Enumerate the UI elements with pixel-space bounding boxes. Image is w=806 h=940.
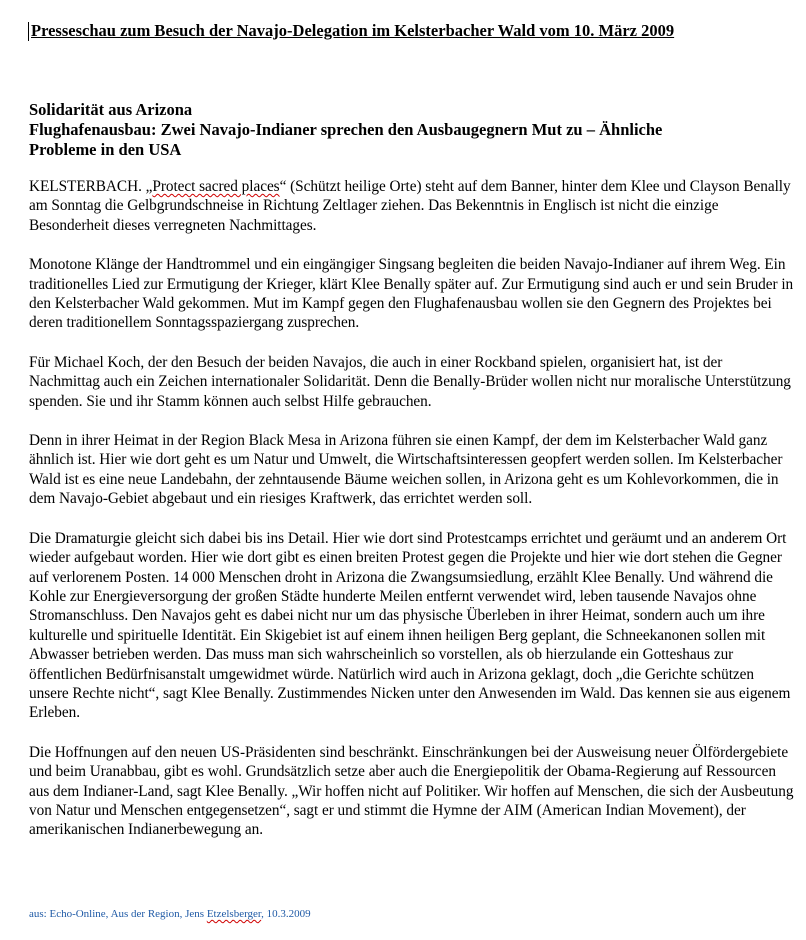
paragraph-6: Die Hoffnungen auf den neuen US-Präsidenten sind beschränkt. Einschränkungen bei der Ausweisung neuer Ölfördergebiete und beim Uranabbau, gibt es wohl. Grundsätzlich setze aber auch die Energiepolitik der Obama-Regierung auf Ressourcen aus dem Indianer-Land, sagt Klee Benally. „Wir hoffen nicht auf Politiker. Wir hoffen auf Menschen, die sich der Ausbeutung von Natur und Menschen entgegensetzen“, sagt er und stimmt die Hymne der AIM (American Indian Movement), der amerikanischen Indianerbewegung an. bbox=[29, 743, 794, 839]
document-heading: Presseschau zum Besuch der Navajo-Delegation im Kelsterbacher Wald vom 10. März 2009 bbox=[31, 21, 675, 40]
paragraph-1-start: KELSTERBACH. „ bbox=[29, 178, 153, 195]
paragraph-2: Monotone Klänge der Handtrommel und ein eingängiger Singsang begleiten die beiden Navajo-Indianer auf ihrem Weg. Ein traditionelles Lied zur Ermutigung der Krieger, klärt Klee Benally später auf. Zur Ermutigung sind auch er und sein Bruder in den Kelsterbacher Wald gekommen. Mut im Kampf gegen den Flughafenausbau wollen sie den Gegnern des Projektes bei deren traditionellem Sonntagsspaziergang zusprechen. bbox=[29, 256, 794, 332]
source-citation bbox=[29, 908, 311, 920]
paragraph-1-rest: “ (Schützt heilige Orte) steht auf dem Banner, hinter dem Klee und Clayson Benally am Sonntag die Gelbgrundschneise in Richtung Zeltlager ziehen. Das Bekenntnis in Englisch ist nicht die einzige Besonderheit dieses verregneten Nachmittages. bbox=[29, 178, 791, 234]
article-headline-block bbox=[29, 100, 789, 160]
article-subheadline-line-2: Probleme in den USA bbox=[29, 140, 182, 159]
paragraph-3: Für Michael Koch, der den Besuch der beiden Navajos, die auch in einer Rockband spielen, organisiert hat, ist der Nachmittag auch ein Zeichen internationaler Solidarität. Denn die Benally-Brüder wollen nicht nur moralische Unterstützung spenden. Sie und ihr Stamm können auch selbst Hilfe gebrauchen. bbox=[29, 353, 791, 410]
source-author-surname: Etzelsberger bbox=[206, 908, 262, 920]
paragraph-5: Die Dramaturgie gleicht sich dabei bis ins Detail. Hier wie dort sind Protestcamps errichtet und geräumt und an anderem Ort wieder aufgebaut worden. Hier wie dort gibt es einen breiten Protest gegen die Projekte und hier wie dort stehen die Gegner auf verlorenem Posten. 14 000 Menschen droht in Arizona die Zwangsumsiedlung, erzählt Klee Benally. Und während die Kohle zur Energieversorgung der großen Städte hunderte Meilen entfernt verwendet wird, leben tausende Navajos ohne Stromanschluss. Den Navajos geht es dabei nicht nur um das physische Überleben in ihrer Heimat, sondern auch um ihre kulturelle und spirituelle Identität. Ein Skigebiet ist auf einem ihnen heiligen Berg geplant, die Schneekanonen sollen mit Abwasser betrieben werden. Das muss man sich wahrscheinlich so vorstellen, als ob hierzulande ein Gotteshaus zur öffentlichen Bedürfnisanstalt umgewidmet würde. Natürlich wird auch in Arizona geklagt, doch „die Gerichte schützen unsere Rechte nicht“, sagt Klee Benally. Zustimmendes Nicken unter den Anwesenden im Wald. Das kennen sie aus eigenem Erleben. bbox=[29, 529, 791, 722]
source-prefix: aus: Echo-Online, Aus der Region, Jens bbox=[29, 908, 207, 920]
article-body bbox=[29, 177, 794, 860]
spellcheck-flagged-phrase: Protect sacred places bbox=[152, 178, 280, 195]
paragraph-4: Denn in ihrer Heimat in der Region Black Mesa in Arizona führen sie einen Kampf, der dem im Kelsterbacher Wald ganz ähnlich ist. Hier wie dort geht es um Natur und Umwelt, die Wirtschaftsinteressen geopfert werden sollen. Im Kelsterbacher Wald ist es eine neue Landebahn, der zehntausende Bäume weichen sollen, in Arizona geht es um Kohlevorkommen, die in dem Navajo-Gebiet abgebaut und ein riesiges Kraftwerk, das errichtet werden soll. bbox=[29, 432, 783, 508]
paragraph-1 bbox=[29, 177, 794, 235]
article-headline: Solidarität aus Arizona bbox=[29, 100, 193, 119]
text-cursor bbox=[28, 22, 29, 41]
article-subheadline-line-1: Flughafenausbau: Zwei Navajo-Indianer sprechen den Ausbaugegnern Mut zu – Ähnliche bbox=[29, 120, 663, 139]
source-date: , 10.3.2009 bbox=[261, 908, 311, 920]
